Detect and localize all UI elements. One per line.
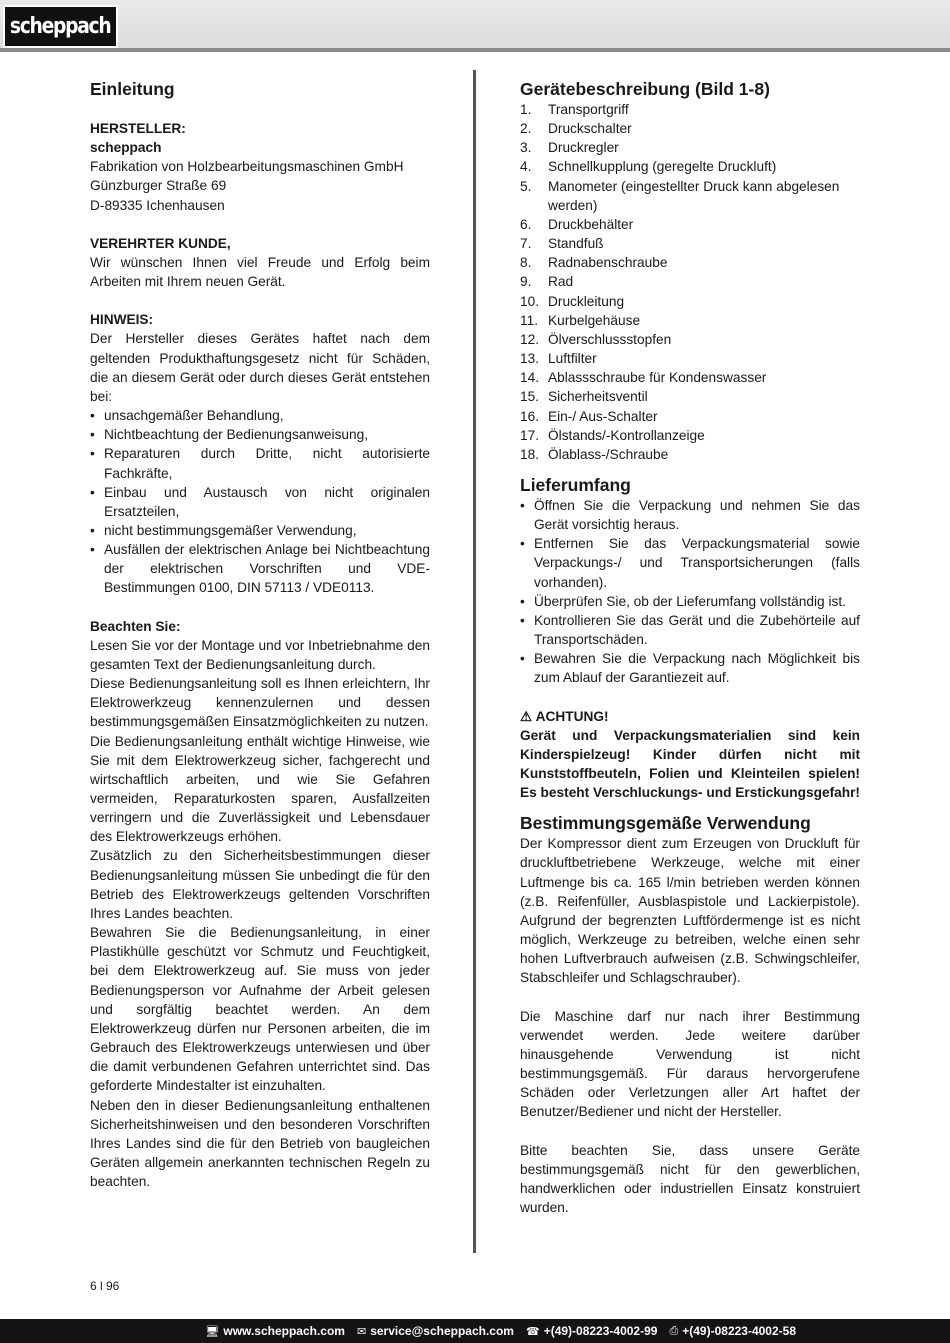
fax-text: +(49)-08223-4002-58 <box>682 1324 796 1338</box>
list-item <box>520 100 860 119</box>
item-number: 17. <box>520 427 540 443</box>
list-item <box>520 311 860 330</box>
delivery-list <box>520 496 860 688</box>
item-text: Manometer (eingestellter Druck kann abgelesen werden) <box>548 178 840 213</box>
phone-text: +(49)-08223-4002-99 <box>543 1324 658 1338</box>
list-item <box>520 177 860 215</box>
observe-paragraph: Neben den in dieser Bedienungsanleitung enthaltenen Sicherheitshinweisen und den besonderen Vorschriften Ihres Landes sind die für den Betrieb von baugleichen Geräten allgemein anerkannten technischen Regeln zu beachten. <box>90 1097 430 1190</box>
item-number: 2. <box>520 121 532 137</box>
list-item <box>520 292 860 311</box>
item-number: 12. <box>520 331 540 347</box>
item-number: 8. <box>520 255 532 271</box>
footer-phone <box>526 1324 657 1338</box>
list-item <box>520 157 860 176</box>
item-text: Druckregler <box>548 140 619 156</box>
item-text: Ölablass-/Schraube <box>548 446 669 462</box>
item-text: Kurbelgehäuse <box>548 312 641 328</box>
list-item <box>520 253 860 272</box>
list-item: • Einbau und Austausch von nicht originalen Ersatzteilen, <box>90 483 430 521</box>
description-title: Gerätebeschreibung (Bild 1-8) <box>520 79 770 99</box>
item-number: 18. <box>520 446 540 462</box>
list-item: • Kontrollieren Sie das Gerät und die Zubehörteile auf Transportschäden. <box>520 611 860 649</box>
list-item <box>520 387 860 406</box>
observe-label: Beachten Sie: <box>90 618 181 634</box>
footer-fax <box>669 1324 796 1338</box>
note-list <box>90 406 430 598</box>
list-item <box>520 215 860 234</box>
warning-text: Gerät und Verpackungsmaterialien sind kein Kinderspielzeug! Kinder dürfen nicht mit Kunststoffbeuteln, Folien und Kleinteilen spielen! Es besteht Verschluckungs- und Erstickungsgefahr! <box>520 727 860 801</box>
item-number: 7. <box>520 236 532 252</box>
scheppach-logo <box>3 5 118 48</box>
item-number: 13. <box>520 351 540 367</box>
monitor-icon: 🖥 <box>205 1325 220 1338</box>
item-text: Druckleitung <box>548 293 625 309</box>
header-rule <box>0 48 950 52</box>
list-item: • Reparaturen durch Dritte, nicht autorisierte Fachkräfte, <box>90 444 430 482</box>
list-item: • unsachgemäßer Behandlung, <box>90 406 430 425</box>
list-item <box>520 368 860 387</box>
item-number: 11. <box>520 312 539 328</box>
list-item: • Ausfällen der elektrischen Anlage bei Nichtbeachtung der elektrischen Vorschriften und VDE-Bestimmungen 0100, DIN 57113 / VDE0113. <box>90 540 430 597</box>
item-number: 3. <box>520 140 532 156</box>
footer-email[interactable] <box>357 1324 514 1338</box>
item-number: 16. <box>520 408 540 424</box>
list-item: • Überprüfen Sie, ob der Lieferumfang vollständig ist. <box>520 592 860 611</box>
right-column <box>520 78 860 1217</box>
address-line: D-89335 Ichenhausen <box>90 197 225 213</box>
manufacturer-label: HERSTELLER: <box>90 121 186 136</box>
list-item: • nicht bestimmungsgemäßer Verwendung, <box>90 521 430 540</box>
logo-text: scheppach <box>10 14 111 39</box>
use-paragraph: Bitte beachten Sie, dass unsere Geräte bestimmungsgemäß nicht für den gewerblichen, handwerklichen oder industriellen Einsatz konstruiert wurden. <box>520 1142 860 1215</box>
list-item <box>520 234 860 253</box>
item-number: 6. <box>520 216 532 232</box>
page-number: 6 l 96 <box>90 1279 120 1293</box>
item-number: 14. <box>520 370 540 386</box>
item-text: Ablassschraube für Kondenswasser <box>548 370 767 386</box>
item-text: Standfuß <box>548 236 604 252</box>
item-text: Ölstands/-Kontrollanzeige <box>548 427 705 443</box>
item-text: Druckschalter <box>548 121 632 137</box>
warning-title: ACHTUNG! <box>535 708 609 724</box>
email-icon: ✉ <box>356 1325 367 1338</box>
observe-paragraph: Bewahren Sie die Bedienungsanleitung, in einer Plastikhülle geschützt vor Schmutz und Feuchtigkeit, bei dem Elektrowerkzeug auf. Sie muss von jeder Bedienungsperson vor Aufnahme der Arbeit gelesen und sorgfältig beachtet werden. An dem Elektrowerkzeug dürfen nur Personen arbeiten, die im Gebrauch des Elektrowerkzeugs unterwiesen und über die damit verbundenen Gefahren unterrichtet sind. Das geforderte Mindestalter ist einzuhalten. <box>90 925 430 1094</box>
list-item: • Öffnen Sie die Verpackung und nehmen Sie das Gerät vorsichtig heraus. <box>520 496 860 534</box>
list-item: • Nichtbeachtung der Bedienungsanweisung, <box>90 425 430 444</box>
footer-website[interactable] <box>205 1324 345 1338</box>
item-number: 5. <box>520 178 532 194</box>
customer-text: Wir wünschen Ihnen viel Freude und Erfolg beim Arbeiten mit Ihrem neuen Gerät. <box>90 254 430 290</box>
list-item <box>520 119 860 138</box>
page-footer <box>0 1319 950 1343</box>
item-text: Transportgriff <box>548 102 629 117</box>
fax-icon: ⎙ <box>669 1324 679 1337</box>
list-item: • Bewahren Sie die Verpackung nach Möglichkeit bis zum Ablauf der Garantiezeit auf. <box>520 649 860 687</box>
customer-label: VEREHRTER KUNDE, <box>90 235 231 251</box>
warning-heading <box>520 707 860 726</box>
website-text: www.scheppach.com <box>223 1324 345 1338</box>
column-divider <box>473 70 476 1253</box>
item-text: Rad <box>548 274 574 290</box>
email-text: service@scheppach.com <box>370 1324 514 1338</box>
left-column <box>90 78 430 1191</box>
warning-icon: ⚠ <box>520 708 533 724</box>
list-item <box>520 349 860 368</box>
item-text: Druckbehälter <box>548 216 634 232</box>
address-line: Fabrikation von Holzbearbeitungsmaschinen GmbH <box>90 159 404 175</box>
note-text: Der Hersteller dieses Gerätes haftet nach dem geltenden Produkthaftungsgesetz nicht für Schäden, die an diesem Gerät oder durch dieses Gerät entstehen bei: <box>90 331 430 404</box>
item-text: Sicherheitsventil <box>548 389 648 405</box>
list-item: • Entfernen Sie das Verpackungsmaterial sowie Verpackungs-/ und Transportsicherungen (falls vorhanden). <box>520 534 860 591</box>
item-text: Ölverschlussstopfen <box>548 331 672 347</box>
item-number: 1. <box>520 102 532 117</box>
manufacturer-name: scheppach <box>90 140 162 156</box>
page-header <box>0 0 950 50</box>
item-text: Luftfilter <box>548 351 597 367</box>
item-text: Radnabenschraube <box>548 255 668 271</box>
item-number: 15. <box>520 389 540 405</box>
use-paragraph: Die Maschine darf nur nach ihrer Bestimmung verwendet werden. Jede weitere darüber hinausgehende Verwendung ist nicht bestimmungsgemäß. Für daraus hervorgerufene Schäden oder Verletzungen aller Art haftet der Benutzer/Bediener und nicht der Hersteller. <box>520 1008 860 1120</box>
item-number: 9. <box>520 274 532 290</box>
observe-paragraph: Zusätzlich zu den Sicherheitsbestimmungen dieser Bedienungsanleitung müssen Sie unbedingt die für den Betrieb des Elektrowerkzeugs geltenden Vorschriften Ihres Landes beachten. <box>90 848 430 921</box>
item-text: Schnellkupplung (geregelte Druckluft) <box>548 159 777 175</box>
list-item <box>520 138 860 157</box>
use-title: Bestimmungsgemäße Verwendung <box>520 813 811 834</box>
list-item <box>520 330 860 349</box>
item-number: 10. <box>520 293 540 309</box>
list-item <box>520 272 860 291</box>
observe-paragraph: Die Bedienungsanleitung enthält wichtige Hinweise, wie Sie mit dem Elektrowerkzeug sicher, fachgerecht und wirtschaftlich arbeiten, und wie Sie Gefahren vermeiden, Reparaturkosten sparen, Ausfallzeiten verringern und die Zuverlässigkeit und Lebensdauer des Elektrowerkzeugs erhöhen. <box>90 733 430 845</box>
list-item <box>520 407 860 426</box>
observe-paragraph: Lesen Sie vor der Montage und vor Inbetriebnahme den gesamten Text der Bedienungsanleitung durch. <box>90 637 430 672</box>
observe-paragraph: Diese Bedienungsanleitung soll es Ihnen erleichtern, Ihr Elektrowerkzeug kennenzulernen und dessen bestimmungsgemäßen Einsatzmöglichkeiten zu nutzen. <box>90 676 430 730</box>
delivery-title: Lieferumfang <box>520 474 631 495</box>
list-item <box>520 426 860 445</box>
list-item <box>520 445 860 464</box>
address-line: Günzburger Straße 69 <box>90 178 227 194</box>
item-text: Ein-/ Aus-Schalter <box>548 408 658 424</box>
use-paragraph: Der Kompressor dient zum Erzeugen von Druckluft für druckluftbetriebene Werkzeuge, welche mit einer Luftmenge bis ca. 165 l/min betrieben werden können (z.B. Reifenfüller, Ausblaspistole und Lackierpistole). Aufgrund der begrenzten Luftfördermenge ist es nicht möglich, Werkzeuge zu betreiben, welche einen sehr hohen Luftverbrauch aufweisen (z.B. Schwingschleifer, Stabschleifer und Schlagschrauber). <box>520 836 860 986</box>
parts-list <box>520 100 860 464</box>
note-label: HINWEIS: <box>90 312 154 328</box>
phone-icon: ☎ <box>525 1325 540 1338</box>
item-number: 4. <box>520 159 532 175</box>
intro-title: Einleitung <box>90 79 175 99</box>
